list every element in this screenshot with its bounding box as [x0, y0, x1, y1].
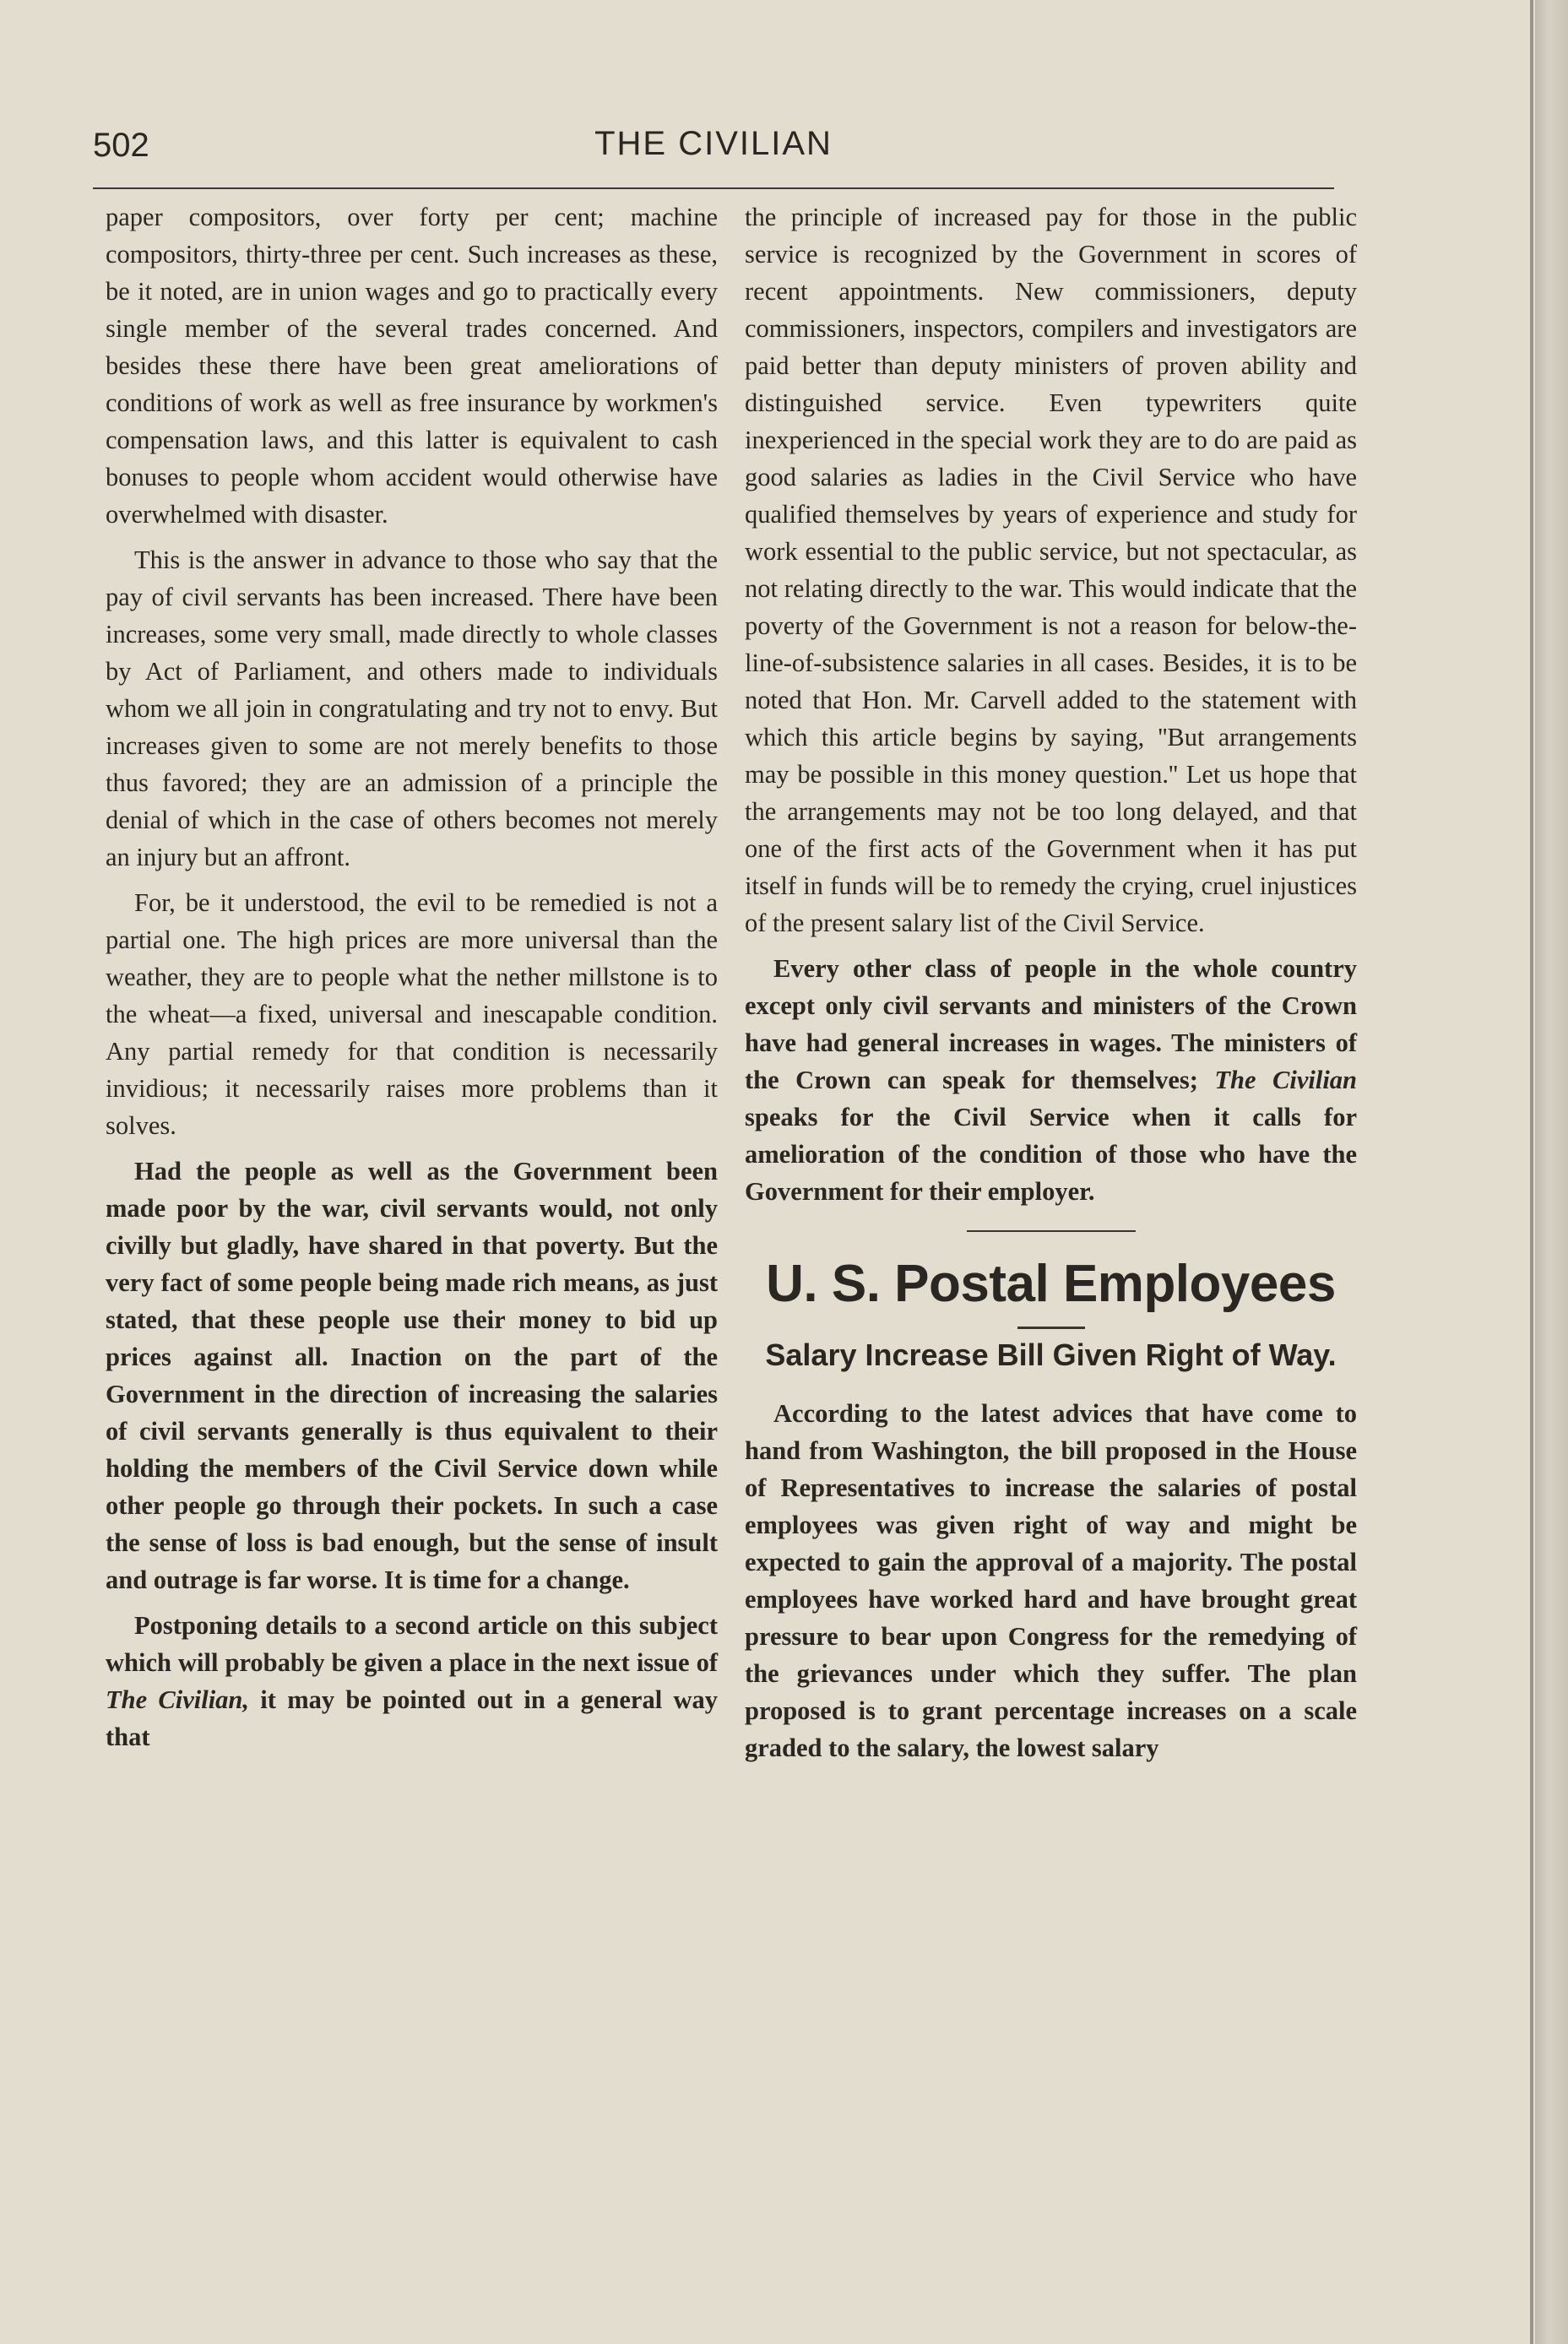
article-headline: U. S. Postal Employees	[766, 1255, 1336, 1313]
running-head: THE CIVILIAN	[594, 125, 833, 162]
article-subheadline: Salary Increase Bill Given Right of Way.	[765, 1337, 1337, 1372]
paragraph: Had the people as well as the Government been made poor by the war, civil servants would, not only civilly but gladly, have shared in that poverty. But the very fact of some people being made rich means, as just stated, that these people use their money to bid up prices against all. Inaction on the part of the Government in the direction of increasing the salaries of civil servants generally is thus equivalent to their holding the members of the Civil Service down while other people go through their pockets. In such a case the sense of loss is bad enough, but the sense of insult and outrage is far worse. It is time for a change.	[106, 1157, 718, 1594]
paragraph: For, be it understood, the evil to be remedied is not a partial one. The high prices are more universal than the weather, they are to people what the nether millstone is to the wheat—a fixed, universal and inescapable condition. Any partial remedy for that condition is necessarily invidious; it necessarily raises more problems than it solves.	[106, 888, 718, 1140]
paragraph-text: it may be pointed out in a general way that	[106, 1685, 718, 1751]
page-header	[93, 118, 1334, 177]
left-column	[106, 198, 718, 1764]
headline-rule	[1017, 1327, 1085, 1329]
section-divider	[967, 1230, 1136, 1232]
paragraph: paper compositors, over forty per cent; machine compositors, thirty-three per cent. Such increases as these, be it noted, are in union wages and go to practically every single member of the several trades concerned. And besides these there have been great ameliorations of conditions of work as well as free insurance by workmen's compensation laws, and this latter is equivalent to cash bonuses to people whom accident would otherwise have overwhelmed with disaster.	[106, 203, 718, 529]
right-column	[745, 198, 1357, 1775]
paragraph: the principle of increased pay for those in the public service is recognized by the Government in scores of recent appointments. New commissioners, deputy commissioners, inspectors, compilers and investigators are paid better than deputy ministers of proven ability and distinguished service. Even typewriters quite inexperienced in the special work they are to do are paid as good salaries as ladies in the Civil Service who have qualified themselves by years of experience and study for work essential to the public service, but not spectacular, as not relating directly to the war. This would indicate that the poverty of the Government is not a reason for below-the-line-of-subsistence salaries in all cases. Besides, it is to be noted that Hon. Mr. Carvell added to the statement with which this article begins by saying, ''But arrangements may be possible in this money question.'' Let us hope that the arrangements may not be too long delayed, and that one of the first acts of the Government when it has put itself in funds will be to remedy the crying, cruel injustices of the present salary list of the Civil Service.	[745, 203, 1357, 937]
paragraph-text: Postponing details to a second article on this subject which will probably be given a place in the next issue of	[106, 1611, 718, 1677]
paragraph-text: Every other class of people in the whole country except only civil servants and ministers of the Crown have had general increases in wages. The ministers of the Crown can speak for themselves;	[745, 954, 1357, 1094]
paragraph-text: speaks for the Civil Service when it calls for amelioration of the condition of those who have the Government for their employer.	[745, 1103, 1357, 1206]
publication-title: The Civilian,	[106, 1685, 250, 1714]
binding-edge	[1530, 0, 1533, 2344]
page-number: 502	[93, 127, 149, 164]
publication-title: The Civilian	[1214, 1066, 1358, 1094]
paragraph: This is the answer in advance to those who say that the pay of civil servants has been increased. There have been increases, some very small, made directly to whole classes by Act of Parliament, and others made to individuals whom we all join in congratulating and try not to envy. But increases given to some are not merely benefits to those thus favored; they are an admission of a principle the denial of which in the case of others becomes not merely an injury but an affront.	[106, 545, 718, 871]
paragraph: According to the latest advices that have come to hand from Washington, the bill proposed in the House of Representatives to increase the salaries of postal employees was given right of way and might be expected to gain the approval of a majority. The postal employees have worked hard and have brought great pressure to bear upon Congress for the remedying of the grievances under which they suffer. The plan proposed is to grant percentage increases on a scale graded to the salary, the lowest salary	[745, 1399, 1357, 1762]
page-gutter	[1535, 0, 1568, 2344]
header-rule	[93, 187, 1334, 189]
paragraph	[106, 1607, 718, 1755]
paragraph	[745, 950, 1357, 1210]
